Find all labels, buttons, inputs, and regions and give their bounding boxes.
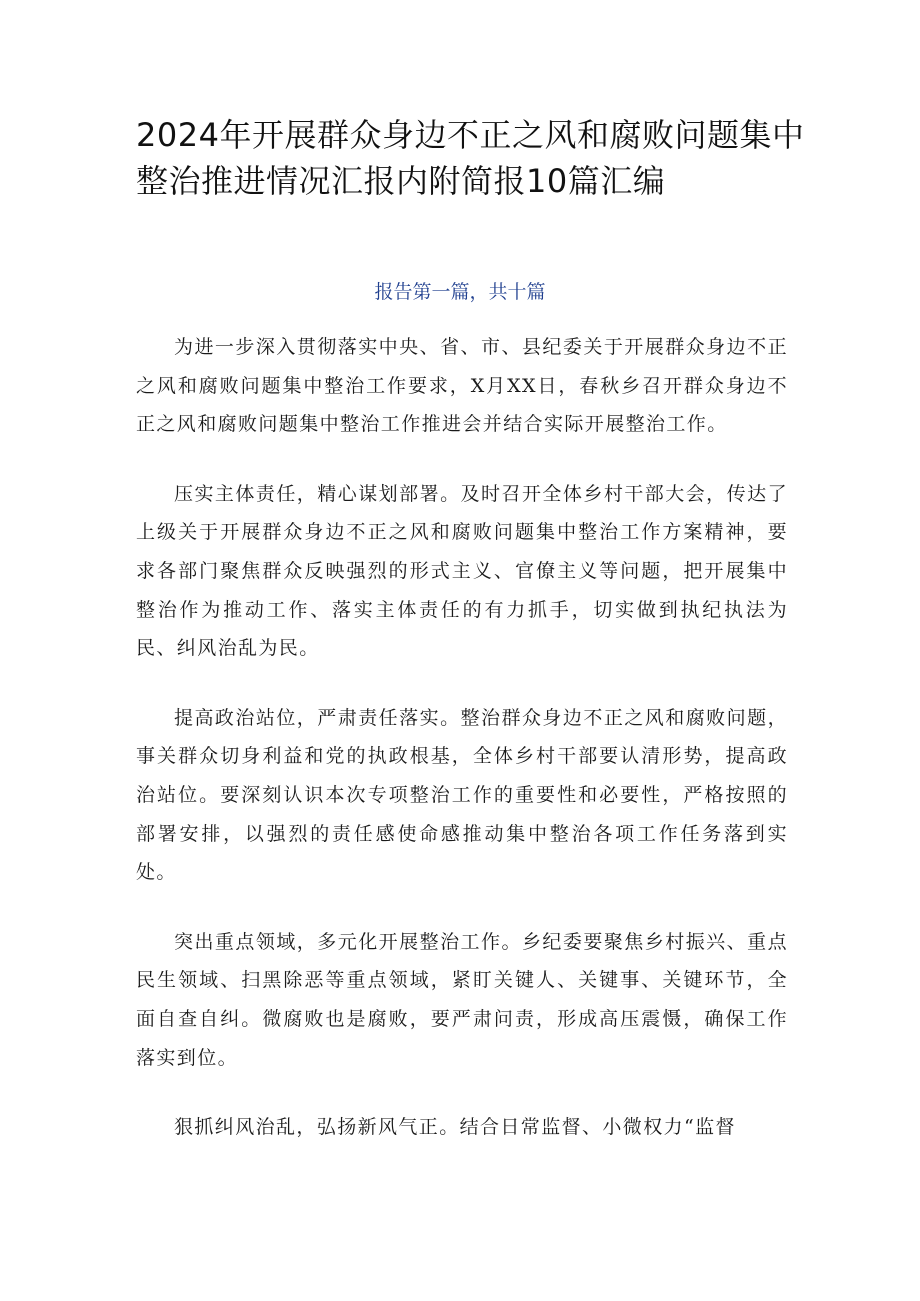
- paragraph: 为进一步深入贯彻落实中央、省、市、县纪委关于开展群众身边不正之风和腐败问题集中整治工作要求，X月XX日，春秋乡召开群众身边不正之风和腐败问题集中整治工作推进会并结合实际开展整治工作。: [136, 336, 788, 436]
- document-title: 2024年开展群众身边不正之风和腐败问题集中整治推进情况汇报内附简报10篇汇编: [136, 116, 805, 200]
- paragraph: 压实主体责任，精心谋划部署。及时召开全体乡村干部大会，传达了上级关于开展群众身边不正之风和腐败问题集中整治工作方案精神，要求各部门聚焦群众反映强烈的形式主义、官僚主义等问题，把开展集中整治作为推动工作、落实主体责任的有力抓手，切实做到执纪执法为民、纠风治乱为民。: [136, 482, 788, 660]
- document-body: [136, 328, 788, 1178]
- paragraph: 提高政治站位，严肃责任落实。整治群众身边不正之风和腐败问题，事关群众切身利益和党的执政根基，全体乡村干部要认清形势，提高政治站位。要深刻认识本次专项整治工作的重要性和必要性，严格按照的部署安排，以强烈的责任感使命感推动集中整治各项工作任务落到实处。: [136, 706, 788, 884]
- paragraph: 狠抓纠风治乱，弘扬新风气正。结合日常监督、小微权力“监督: [174, 1116, 736, 1139]
- paragraph: 突出重点领域，多元化开展整治工作。乡纪委要聚焦乡村振兴、重点民生领域、扫黑除恶等重点领域，紧盯关键人、关键事、关键环节，全面自查自纠。微腐败也是腐败，要严肃问责，形成高压震慑，确保工作落实到位。: [136, 930, 788, 1069]
- section-heading: 报告第一篇，共十篇: [374, 281, 546, 303]
